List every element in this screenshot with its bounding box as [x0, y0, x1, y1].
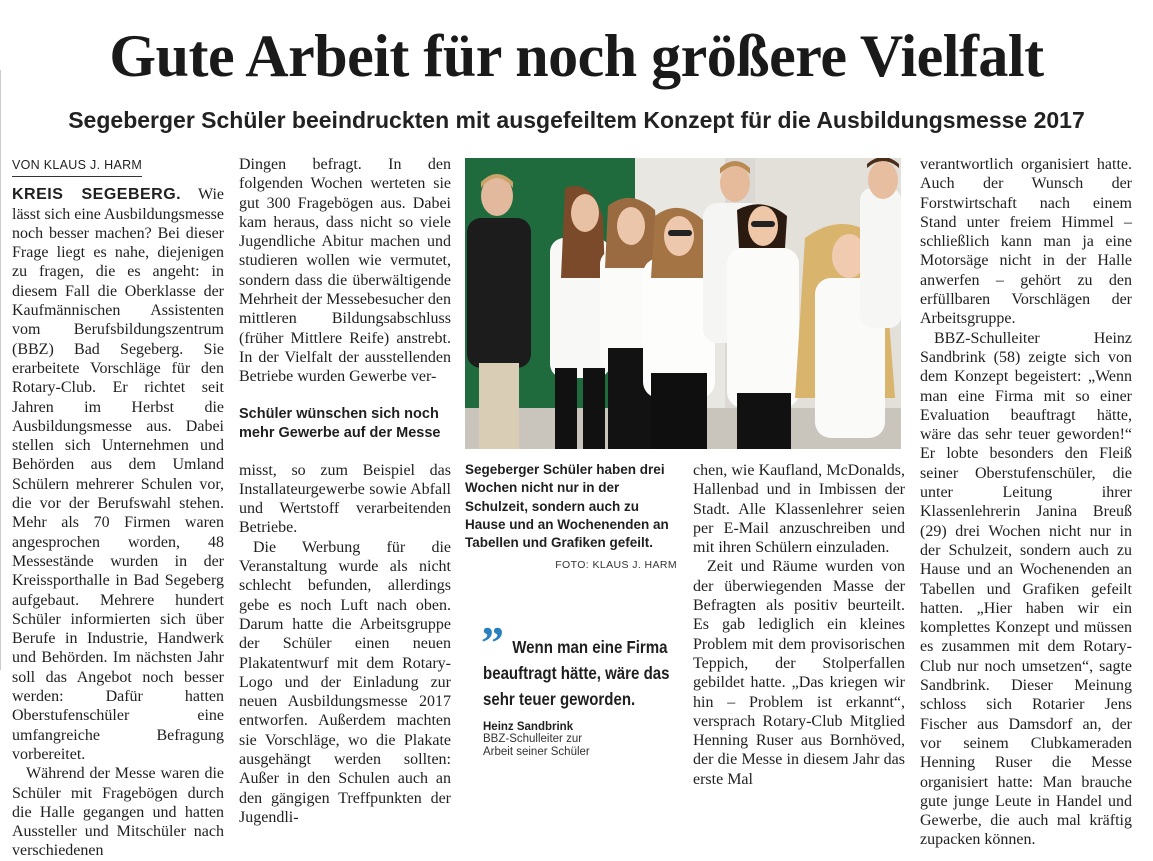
body-paragraph: verantwortlich organisiert hatte. Auch der Wunsch der Forstwirtschaft nach einem Stand unter freiem Himmel – schließlich kann man ja eine Motorsäge nicht in der Halle anwerfen – gehört zu den erfüllbaren Vorschlägen der Arbeitsgruppe.: [920, 156, 1132, 328]
pull-quote: [481, 617, 683, 759]
body-paragraph: [12, 185, 224, 764]
body-paragraph: Die Werbung für die Veranstaltung wurde als nicht schlecht befunden, allerdings gebe es noch Luft nach oben. Darum hatte die Arbeitsgruppe der Schüler einen neuen Plakatentwurf mit dem Rotary-Logo und der Einladung zur neuen Ausbildungsmesse 2017 entworfen. Außerdem machten sie Vorschläge, wo die Plakate ausgehängt werden sollten: Außer in den Schulen auch an den gängigen Treffpunkten der Jugendli-: [239, 538, 451, 826]
subhead: Schüler wünschen sich noch mehr Gewerbe auf der Messe: [239, 405, 441, 441]
column-4: [920, 155, 1132, 850]
body-paragraph: chen, wie Kaufland, McDonalds, Hallenbad und in Imbissen der Stadt. Alle Klassenlehrer seien per E-Mail anzuschreiben und mit ihren Schülern einzuladen.: [693, 462, 905, 557]
group-photo: [465, 158, 901, 449]
author-byline: VON KLAUS J. HARM: [12, 156, 142, 177]
photo-caption: [465, 461, 677, 575]
page-edge-line: [0, 70, 1, 670]
quote-attribution-name: Heinz Sandbrink: [483, 721, 574, 733]
dateline: KREIS SEGEBERG.: [12, 186, 182, 204]
column-3: [693, 461, 905, 789]
column-2: [239, 155, 451, 827]
body-paragraph: Dingen befragt. In den folgenden Wochen werteten sie gut 300 Fragebögen aus. Dabei kam heraus, dass nicht so viele Jugendliche Abitur machen und studieren wollen wie vermutet, sondern dass die überwältigende Mehrheit der Messebesucher den mittleren Bildungsabschluss (früher Mittlere Reife) anstrebt. In der Vielfalt der ausstellenden Betriebe wurden Gewerbe ver-: [239, 156, 451, 386]
headline: Gute Arbeit für noch größere Vielfalt: [109, 23, 1044, 89]
subheadline: Segeberger Schüler beeindruckten mit ausgefeiltem Konzept für die Ausbildungsmesse 2017: [68, 107, 1085, 133]
caption-text: Segeberger Schüler haben drei Wochen nicht nur in der Schulzeit, sondern auch zu Hause und an Wochenenden an Tabellen und Grafiken gefeilt.: [465, 462, 669, 551]
body-text: Wie lässt sich eine Ausbildungsmesse noch besser machen? Bei dieser Frage liegt es nahe, diejenigen zu fragen, die es angeht: in diesem Fall die Oberklasse der Kaufmännischen Assistenten vom Berufsbildungszentrum (BBZ) Bad Segeberg. Sie erarbeitete Vorschläge für den Rotary-Club. Er richtet seit Jahren im Herbst die Ausbildungsmesse aus. Dabei stellen sich Unternehmen und Behörden aus dem Umland Schülern mehrerer Schulen vor, die vor der Berufswahl stehen. Mehr als 70 Firmen waren angesprochen worden, 48 Messestände wurden in der Kreissporthalle in Bad Segeberg aufgebaut. Mehrere hundert Schüler informierten sich über Berufe in Industrie, Handwerk und Behörden. Im nächsten Jahr soll das Angebot noch besser werden: Dafür hatten Oberstufenschüler eine umfangreiche Befragung vorbereitet.: [12, 186, 224, 763]
body-paragraph: misst, so zum Beispiel das Installateurgewerbe sowie Abfall und Wertstoff verarbeitenden Betriebe.: [239, 461, 451, 537]
body-paragraph: BBZ-Schulleiter Heinz Sandbrink (58) zeigte sich von dem Konzept begeistert: „Wenn man eine Firma mit so einer Evaluation beauftragt hätte, wäre das sehr teuer geworden!“ Er lobte besonders den Fleiß seiner Oberstufenschüler, die unter Leitung ihrer Klassenlehrerin Janina Breuß (29) drei Wochen nicht nur in der Schulzeit, sondern auch zu Hause und an Wochenenden an Tabellen und Grafiken gefeilt hatten. „Hier haben wir ein komplettes Konzept und müssen es zusammen mit dem Rotary-Club nur noch umsetzen“, sagte Sandbrink. Dieser Meinung schloss sich Rotarier Jens Fischer aus Damsdorf an, der vor seinem Clubkameraden Henning Ruser die Messe organisiert hatte: Man brauche gute junge Leute in Handel und Gewerbe, die auch mal kräftig zupacken können.: [920, 329, 1132, 849]
quote-attribution-role: BBZ-Schulleiter zur Arbeit seiner Schüler: [483, 733, 590, 758]
quote-text: Wenn man eine Firma beauftragt hätte, wäre das sehr teuer geworden.: [483, 637, 670, 709]
body-paragraph: Während der Messe waren die Schüler mit Fragebögen durch die Halle gegangen und hatten Aussteller und Mitschüler nach verschiedenen: [12, 765, 224, 860]
photo-credit: FOTO: KLAUS J. HARM: [555, 559, 677, 572]
photo-illustration: [465, 158, 901, 449]
quote-mark-icon: ”: [481, 617, 504, 668]
column-1: [12, 155, 224, 861]
body-paragraph: Zeit und Räume wurden von der überwiegenden Masse der Befragten als positiv beurteilt. Es gab lediglich ein kleines Problem mit dem provisorischen Teppich, der Stolperfallen gebildet hatte. „Das kriegen wir hin – Problem ist erkannt“, versprach Rotary-Club Mitglied Henning Ruser aus Bornhöved, der die Messe in diesem Jahr das erste Mal: [693, 558, 905, 788]
